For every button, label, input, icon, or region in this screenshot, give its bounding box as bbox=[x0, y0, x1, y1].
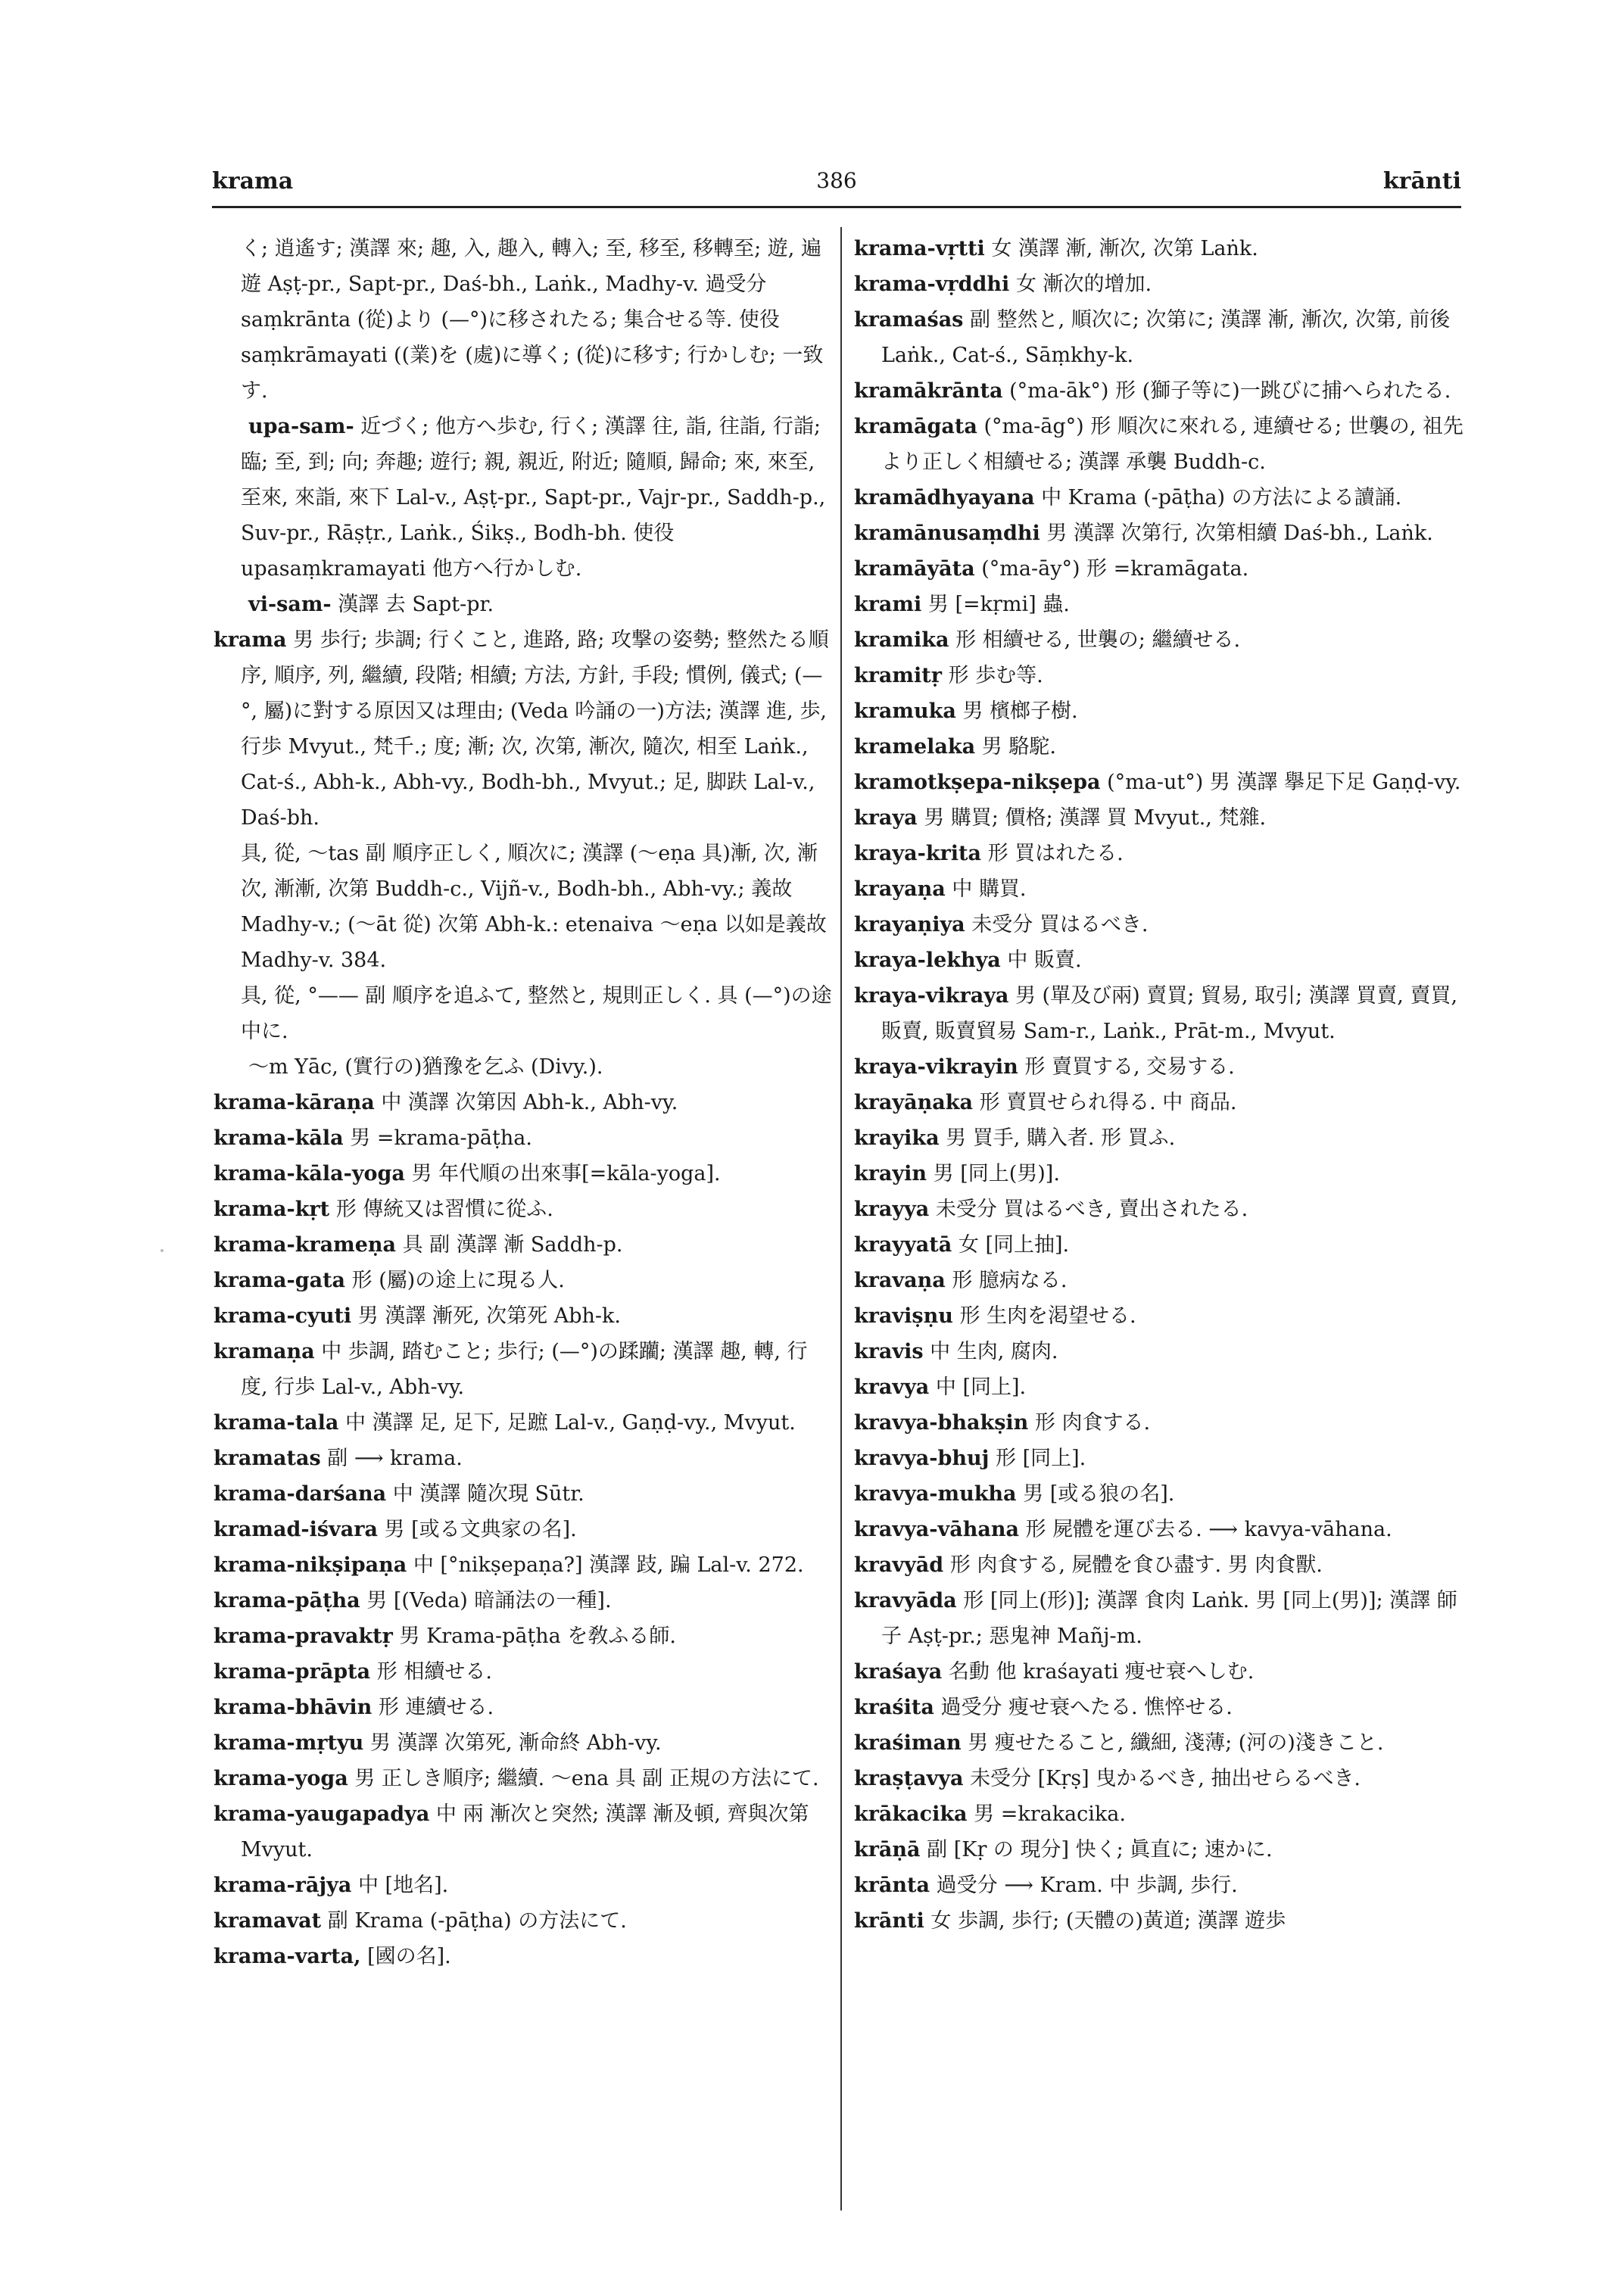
column-divider bbox=[840, 227, 842, 2210]
dictionary-entry bbox=[214, 1512, 833, 1547]
entry-headword: kraya bbox=[854, 806, 918, 830]
entry-headword: kramāgata bbox=[854, 415, 977, 438]
entry-definition: 形 屍體を運び去る. ⟶ kavya-vāhana. bbox=[1025, 1518, 1392, 1541]
entry-headword: krama-cyuti bbox=[214, 1304, 352, 1328]
dictionary-entry bbox=[214, 1725, 833, 1761]
dictionary-entry bbox=[854, 1725, 1473, 1761]
page-number: 386 bbox=[816, 168, 857, 193]
entry-definition: 中 [°nikṣepaṇa?] 漢譯 跂, 蹁 Lal-v. 272. bbox=[413, 1553, 804, 1577]
entry-headword: kramavat bbox=[214, 1909, 322, 1933]
dictionary-entry bbox=[854, 1156, 1473, 1192]
entry-definition: 男 漢譯 漸死, 次第死 Abh-k. bbox=[357, 1304, 621, 1328]
entry-definition: 形 連續せる. bbox=[378, 1696, 494, 1719]
entry-headword: krayaṇiya bbox=[854, 913, 965, 936]
dictionary-entry bbox=[854, 302, 1473, 373]
entry-headword: krayyatā bbox=[854, 1233, 952, 1257]
dictionary-entry bbox=[214, 1156, 833, 1192]
entry-definition: (°ma-āk°) 形 (獅子等に)一跳びに捕へられたる. bbox=[1009, 379, 1451, 403]
entry-headword: krayin bbox=[854, 1162, 927, 1185]
entry-definition: 女 歩調, 歩行; (天體の)黃道; 漢譯 遊歩 bbox=[930, 1909, 1286, 1933]
header-rule bbox=[212, 206, 1461, 208]
entry-definition: (°ma-āg°) 形 順次に來れる, 連續せる; 世襲の, 祖先より正しく相續せる; 漢譯 承襲 Buddh-c. bbox=[881, 415, 1463, 474]
entry-headword: krama-krameṇa bbox=[214, 1233, 396, 1257]
entry-headword: krama-bhāvin bbox=[214, 1696, 372, 1719]
entry-definition: 形 [同上]. bbox=[996, 1447, 1086, 1470]
entry-definition: 中 販賣. bbox=[1007, 949, 1082, 972]
entry-definition: 〜m Yāc, (實行の)猶豫を乞ふ (Divy.). bbox=[248, 1055, 603, 1079]
dictionary-entry bbox=[854, 1085, 1473, 1120]
dictionary-entry bbox=[854, 409, 1473, 480]
entry-headword: krama-yoga bbox=[214, 1767, 348, 1790]
entry-headword: krama bbox=[214, 628, 287, 652]
entry-definition: 具 副 漢譯 漸 Saddh-p. bbox=[402, 1233, 623, 1257]
entry-headword: kramuka bbox=[854, 699, 956, 723]
entry-headword: krama-mṛtyu bbox=[214, 1731, 364, 1755]
entry-definition: 男 [或る狼の名]. bbox=[1023, 1482, 1175, 1506]
dictionary-entry bbox=[854, 1369, 1473, 1405]
entry-headword: krama-tala bbox=[214, 1411, 339, 1435]
entry-definition: 中 [同上]. bbox=[935, 1375, 1027, 1399]
entry-definition: 男 漢譯 次第死, 漸命終 Abh-vy. bbox=[369, 1731, 662, 1755]
entry-headword: kramaśas bbox=[854, 308, 964, 332]
entry-headword: kraṣṭavya bbox=[854, 1767, 964, 1790]
entry-headword: kraya-vikrayin bbox=[854, 1055, 1018, 1079]
dictionary-entry bbox=[854, 622, 1473, 658]
dictionary-entry bbox=[854, 871, 1473, 907]
dictionary-entry bbox=[854, 373, 1473, 409]
entry-definition: 名動 他 kraśayati 痩せ衰へしむ. bbox=[948, 1660, 1255, 1684]
entry-definition: 男 買手, 購入者. 形 買ふ. bbox=[946, 1126, 1176, 1150]
dictionary-entry bbox=[854, 1547, 1473, 1583]
entry-definition: 中 漢譯 隨次現 Sūtr. bbox=[392, 1482, 584, 1506]
entry-definition: 近づく; 他方へ歩む, 行く; 漢譯 往, 詣, 往詣, 行詣; 臨; 至, 到; 向; 奔趣; 遊行; 親, 親近, 附近; 隨順, 歸命; 來, 來至, 至來, 來詣, 來下 Lal-v., Aṣṭ-pr., Sapt-pr., Vajr-pr., Saddh-p., Suv-pr., Rāṣṭr., Laṅk., Śikṣ., Bodh-bh. 使役 upasaṃkramayati 他方へ行かしむ. bbox=[241, 415, 826, 581]
entry-headword: krama-vṛddhi bbox=[854, 273, 1010, 296]
entry-headword: kramaṇa bbox=[214, 1340, 315, 1363]
entry-definition: 形 肉食する. bbox=[1034, 1411, 1151, 1435]
entry-headword: krānta bbox=[854, 1874, 930, 1897]
entry-definition: 形 臆病なる. bbox=[952, 1269, 1068, 1292]
dictionary-entry bbox=[214, 1227, 833, 1263]
entry-definition: 中 兩 漸次と突然; 漢譯 漸及頓, 齊與次第 Mvyut. bbox=[241, 1802, 809, 1862]
dictionary-entry bbox=[854, 1832, 1473, 1868]
entry-headword: kravya bbox=[854, 1375, 930, 1399]
entry-headword: krama-yaugapadya bbox=[214, 1802, 430, 1826]
entry-definition: 具, 從, 〜tas 副 順序正しく, 順次に; 漢譯 (〜eṇa 具)漸, 次, 漸次, 漸漸, 次第 Buddh-c., Vijñ-v., Bodh-bh., Abh-vy.; 義故 Madhy-v.; (〜āt 從) 次第 Abh-k.: etenaiva 〜eṇa 以如是義故 Madhy-v. 384. bbox=[241, 842, 827, 972]
entry-headword: kravyād bbox=[854, 1553, 944, 1577]
entry-headword: krama-varta, bbox=[214, 1945, 361, 1968]
entry-definition: 形 賣買する, 交易する. bbox=[1024, 1055, 1235, 1079]
right-guide-word: krānti bbox=[1382, 168, 1461, 195]
entry-definition: 漢譯 去 Sapt-pr. bbox=[338, 593, 494, 616]
dictionary-entry bbox=[214, 1654, 833, 1690]
dictionary-entry bbox=[854, 480, 1473, 516]
entry-definition: 未受分 買はるべき. bbox=[971, 913, 1149, 936]
entry-definition: 形 (屬)の途上に現る人. bbox=[351, 1269, 565, 1292]
dictionary-entry bbox=[214, 622, 833, 836]
entry-definition: 未受分 [Kṛṣ] 曳かるべき, 抽出せらるべき. bbox=[970, 1767, 1361, 1790]
entry-definition: 形 [同上(形)]; 漢譯 食肉 Laṅk. 男 [同上(男)]; 漢譯 師子 Aṣṭ-pr.; 惡鬼神 Mañj-m. bbox=[881, 1589, 1457, 1648]
entry-definition: 形 生肉を渇望せる. bbox=[959, 1304, 1136, 1328]
entry-headword: krayika bbox=[854, 1126, 940, 1150]
entry-headword: kramāyāta bbox=[854, 557, 975, 581]
left-guide-word: krama bbox=[212, 168, 294, 195]
entry-headword: kramākrānta bbox=[854, 379, 1003, 403]
entry-headword: krayaṇa bbox=[854, 877, 946, 901]
entry-definition: 副 整然と, 順次に; 次第に; 漢譯 漸, 漸次, 次第, 前後 Laṅk., Cat-ś., Sāṃkhy-k. bbox=[881, 308, 1451, 367]
entry-definition: 中 生肉, 腐肉. bbox=[930, 1340, 1058, 1363]
dictionary-entry bbox=[854, 836, 1473, 871]
entry-headword: krama-kāraṇa bbox=[214, 1091, 375, 1114]
dictionary-entry bbox=[214, 1761, 833, 1796]
entry-definition: 男 漢譯 次第行, 次第相續 Daś-bh., Laṅk. bbox=[1046, 522, 1433, 545]
dictionary-entry bbox=[854, 1796, 1473, 1832]
entry-definition: 男 [=kṛmi] 蟲. bbox=[927, 593, 1070, 616]
entry-definition: 副 ⟶ krama. bbox=[327, 1447, 463, 1470]
dictionary-entry bbox=[854, 1405, 1473, 1441]
dictionary-entry bbox=[854, 942, 1473, 978]
dictionary-entry bbox=[214, 1441, 833, 1476]
entry-headword: kraya-vikraya bbox=[854, 984, 1009, 1008]
entry-headword: kravis bbox=[854, 1340, 924, 1363]
entry-headword: krayya bbox=[854, 1198, 930, 1221]
dictionary-entry bbox=[854, 1903, 1473, 1939]
entry-headword: kramika bbox=[854, 628, 949, 652]
dictionary-entry bbox=[214, 1405, 833, 1441]
entry-headword: krama-pravaktṛ bbox=[214, 1625, 393, 1648]
entry-headword: krami bbox=[854, 593, 922, 616]
dictionary-entry bbox=[854, 516, 1473, 551]
dictionary-entry bbox=[854, 658, 1473, 693]
entry-headword: vi-sam- bbox=[248, 593, 332, 616]
dictionary-entry bbox=[214, 1192, 833, 1227]
entry-definition: 男 正しき順序; 繼續. 〜ena 具 副 正規の方法にて. bbox=[354, 1767, 819, 1790]
entry-headword: krama-prāpta bbox=[214, 1660, 371, 1684]
entry-headword: krākacika bbox=[854, 1802, 968, 1826]
dictionary-entry bbox=[854, 1512, 1473, 1547]
dictionary-entry bbox=[214, 1085, 833, 1120]
dictionary-entry bbox=[214, 1903, 833, 1939]
entry-headword: kravyāda bbox=[854, 1589, 957, 1612]
dictionary-entry bbox=[214, 409, 833, 587]
dictionary-entry bbox=[854, 1868, 1473, 1903]
entry-headword: kramad-iśvara bbox=[214, 1518, 378, 1541]
entry-headword: krama-kṛt bbox=[214, 1198, 330, 1221]
dictionary-entry bbox=[214, 1334, 833, 1405]
entry-definition: 男 [同上(男)]. bbox=[933, 1162, 1060, 1185]
dictionary-entry bbox=[854, 1441, 1473, 1476]
entry-headword: kraśita bbox=[854, 1696, 934, 1719]
entry-headword: krama-darśana bbox=[214, 1482, 387, 1506]
entry-definition: 男 [(Veda) 暗誦法の一種]. bbox=[366, 1589, 612, 1612]
entry-headword: krānti bbox=[854, 1909, 924, 1933]
entry-headword: krama-pāṭha bbox=[214, 1589, 360, 1612]
entry-headword: krāṇā bbox=[854, 1838, 921, 1862]
entry-definition: [國の名]. bbox=[367, 1945, 451, 1968]
entry-headword: kramānusaṃdhi bbox=[854, 522, 1040, 545]
dictionary-entry bbox=[854, 587, 1473, 622]
dictionary-entry bbox=[854, 1227, 1473, 1263]
entry-definition: 過受分 痩せ衰へたる. 憔悴せる. bbox=[940, 1696, 1233, 1719]
entry-definition: 形 肉食する, 屍體を食ひ盡す. 男 肉食獸. bbox=[949, 1553, 1323, 1577]
entry-headword: krayāṇaka bbox=[854, 1091, 973, 1114]
dictionary-entry bbox=[854, 266, 1473, 302]
entry-definition: 女 漢譯 漸, 漸次, 次第 Laṅk. bbox=[991, 237, 1258, 260]
dictionary-entry bbox=[854, 1263, 1473, 1298]
entry-headword: kramelaka bbox=[854, 735, 976, 759]
entry-definition: 男 痩せたること, 纖細, 淺薄; (河の)淺きこと. bbox=[968, 1731, 1384, 1755]
entry-headword: krama-gata bbox=[214, 1269, 346, 1292]
dictionary-entry bbox=[854, 1583, 1473, 1654]
entry-definition: 男 =krakacika. bbox=[974, 1802, 1126, 1826]
dictionary-entry bbox=[214, 1263, 833, 1298]
entry-headword: kraśiman bbox=[854, 1731, 962, 1755]
entry-definition: (°ma-ut°) 男 漢譯 擧足下足 Gaṇḍ-vy. bbox=[1107, 771, 1461, 794]
entry-headword: krama-kāla bbox=[214, 1126, 344, 1150]
dictionary-entry bbox=[214, 978, 833, 1049]
entry-headword: kraya-lekhya bbox=[854, 949, 1001, 972]
entry-definition: 中 漢譯 次第因 Abh-k., Abh-vy. bbox=[381, 1091, 678, 1114]
entry-definition: 中 Krama (-pāṭha) の方法による讀誦. bbox=[1041, 486, 1402, 509]
right-column bbox=[854, 231, 1473, 1939]
dictionary-entry bbox=[214, 1690, 833, 1725]
entry-definition: 中 漢譯 足, 足下, 足蹠 Lal-v., Gaṇḍ-vy., Mvyut. bbox=[345, 1411, 796, 1435]
entry-definition: 男 年代順の出來事[=kāla-yoga]. bbox=[411, 1162, 721, 1185]
entry-headword: krama-nikṣipaṇa bbox=[214, 1553, 407, 1577]
entry-headword: krama-kāla-yoga bbox=[214, 1162, 405, 1185]
entry-definition: 副 Krama (-pāṭha) の方法にて. bbox=[327, 1909, 627, 1933]
entry-definition: 男 (單及び兩) 賣買; 貿易, 取引; 漢譯 買賣, 賣買, 販賣, 販賣貿易 Sam-r., Laṅk., Prāt-m., Mvyut. bbox=[881, 984, 1458, 1043]
entry-headword: kravya-bhuj bbox=[854, 1447, 990, 1470]
margin-speck bbox=[161, 1249, 164, 1252]
entry-headword: kravya-mukha bbox=[854, 1482, 1017, 1506]
dictionary-entry bbox=[214, 1298, 833, 1334]
entry-definition: 中 購買. bbox=[952, 877, 1027, 901]
entry-definition: 男 檳榔子樹. bbox=[962, 699, 1078, 723]
dictionary-entry bbox=[214, 1120, 833, 1156]
entry-definition: 女 [同上抽]. bbox=[958, 1233, 1070, 1257]
dictionary-entry bbox=[214, 231, 833, 409]
dictionary-entry bbox=[854, 765, 1473, 800]
dictionary-entry bbox=[854, 1761, 1473, 1796]
entry-headword: kramatas bbox=[214, 1447, 321, 1470]
entry-definition: 女 漸次的增加. bbox=[1015, 273, 1152, 296]
entry-definition: 中 歩調, 踏むこと; 歩行; (—°)の蹂躪; 漢譯 趣, 轉, 行度, 行歩 Lal-v., Abh-vy. bbox=[241, 1340, 808, 1399]
entry-definition: 過受分 ⟶ Kram. 中 歩調, 歩行. bbox=[936, 1874, 1238, 1897]
dictionary-entry bbox=[854, 551, 1473, 587]
entry-headword: kravya-vāhana bbox=[854, 1518, 1019, 1541]
entry-definition: 男 駱駝. bbox=[981, 735, 1056, 759]
entry-headword: kraśaya bbox=[854, 1660, 943, 1684]
entry-definition: 形 買はれたる. bbox=[987, 842, 1124, 865]
entry-headword: upa-sam- bbox=[248, 415, 354, 438]
entry-definition: 男 =krama-pāṭha. bbox=[350, 1126, 532, 1150]
entry-headword: kramādhyayana bbox=[854, 486, 1035, 509]
dictionary-entry bbox=[854, 1334, 1473, 1369]
dictionary-entry bbox=[854, 800, 1473, 836]
entry-headword: kraviṣṇu bbox=[854, 1304, 953, 1328]
entry-headword: kramotkṣepa-nikṣepa bbox=[854, 771, 1101, 794]
entry-definition: 中 [地名]. bbox=[357, 1874, 449, 1897]
entry-definition: 副 [Kṛ の 現分] 快く; 眞直に; 速かに. bbox=[927, 1838, 1273, 1862]
entry-definition: 形 賣買せられ得る. 中 商品. bbox=[979, 1091, 1237, 1114]
entry-definition: 形 歩む等. bbox=[948, 664, 1043, 687]
entry-headword: krama-vṛtti bbox=[854, 237, 985, 260]
dictionary-entry bbox=[214, 1618, 833, 1654]
dictionary-entry bbox=[214, 1868, 833, 1903]
dictionary-entry bbox=[214, 587, 833, 622]
dictionary-entry bbox=[854, 907, 1473, 942]
dictionary-entry bbox=[854, 1120, 1473, 1156]
dictionary-entry bbox=[854, 1192, 1473, 1227]
dictionary-entry bbox=[214, 1049, 833, 1085]
entry-headword: kraya-krita bbox=[854, 842, 981, 865]
entry-definition: 男 歩行; 歩調; 行くこと, 進路, 路; 攻撃の姿勢; 整然たる順序, 順序, 列, 繼續, 段階; 相續; 方法, 方針, 手段; 慣例, 儀式; (—°, 屬)に對する原因又は理由; (Veda 吟誦の一)方法; 漢譯 進, 歩, 行歩 Mvyut., 梵千.; 度; 漸; 次, 次第, 漸次, 隨次, 相至 Laṅk., Cat-ś., Abh-k., Abh-vy., Bodh-bh., Mvyut.; 足, 脚趺 Lal-v., Daś-bh. bbox=[241, 628, 829, 830]
page-header bbox=[212, 168, 1461, 206]
dictionary-entry bbox=[214, 1583, 833, 1618]
entry-definition: (°ma-āy°) 形 =kramāgata. bbox=[981, 557, 1249, 581]
dictionary-entry bbox=[854, 1476, 1473, 1512]
dictionary-entry bbox=[214, 1476, 833, 1512]
dictionary-entry bbox=[214, 1939, 833, 1974]
entry-headword: krama-rājya bbox=[214, 1874, 352, 1897]
dictionary-entry bbox=[214, 836, 833, 978]
entry-headword: kramitṛ bbox=[854, 664, 942, 687]
dictionary-entry bbox=[854, 231, 1473, 266]
dictionary-entry bbox=[854, 1049, 1473, 1085]
dictionary-entry bbox=[854, 1298, 1473, 1334]
entry-headword: kravya-bhakṣin bbox=[854, 1411, 1029, 1435]
dictionary-entry bbox=[214, 1547, 833, 1583]
entry-definition: く; 逍遙す; 漢譯 來; 趣, 入, 趣入, 轉入; 至, 移至, 移轉至; 遊, 遍遊 Aṣṭ-pr., Sapt-pr., Daś-bh., Laṅk., Madhy-v. 過受分 saṃkrānta (從)より (—°)に移されたる; 集合せる等. 使役 saṃkrāmayati ((業)を (處)に導く; (從)に移す; 行かしむ; 一致す. bbox=[241, 237, 824, 403]
entry-definition: 男 [或る文典家の名]. bbox=[384, 1518, 577, 1541]
dictionary-entry bbox=[854, 693, 1473, 729]
entry-definition: 男 購買; 價格; 漢譯 買 Mvyut., 梵雜. bbox=[924, 806, 1267, 830]
dictionary-entry bbox=[854, 729, 1473, 765]
dictionary-entry bbox=[214, 1796, 833, 1868]
entry-definition: 形 相續せる. bbox=[376, 1660, 492, 1684]
entry-definition: 男 Krama-pāṭha を敎ふる師. bbox=[399, 1625, 676, 1648]
entry-headword: kravaṇa bbox=[854, 1269, 946, 1292]
dictionary-entry bbox=[854, 1654, 1473, 1690]
left-column bbox=[214, 231, 833, 1974]
dictionary-entry bbox=[854, 978, 1473, 1049]
entry-definition: 形 傳統又は習慣に從ふ. bbox=[335, 1198, 553, 1221]
entry-definition: 具, 從, °—— 副 順序を追ふて, 整然と, 規則正しく. 具 (—°)の途中に. bbox=[241, 984, 832, 1043]
entry-definition: 未受分 買はるべき, 賣出されたる. bbox=[935, 1198, 1248, 1221]
entry-definition: 形 相續せる, 世襲の; 繼續せる. bbox=[955, 628, 1241, 652]
dictionary-entry bbox=[854, 1690, 1473, 1725]
